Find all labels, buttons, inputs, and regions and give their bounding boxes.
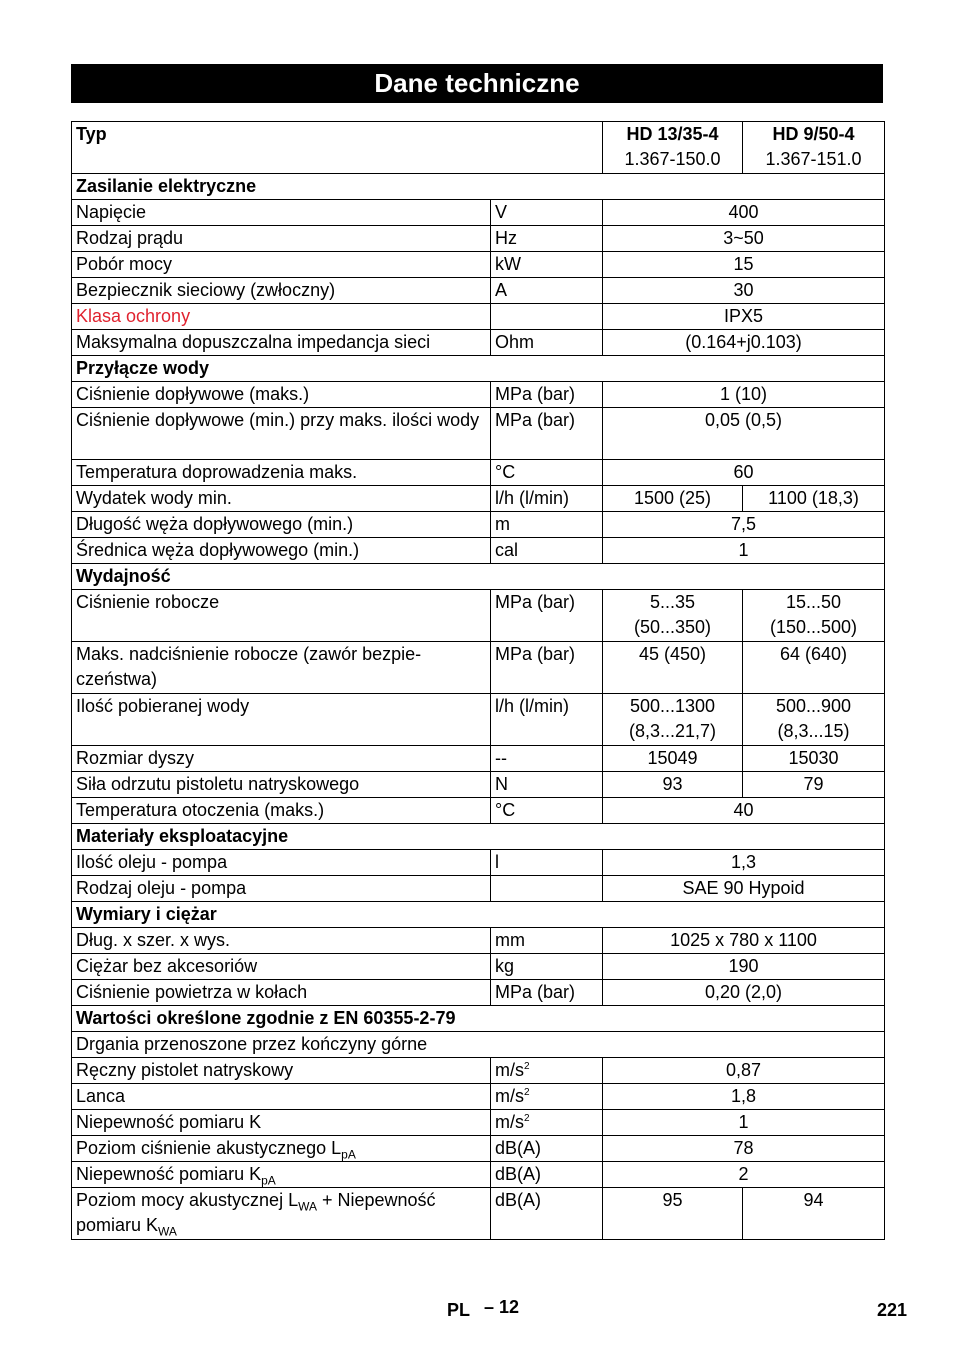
row-unit: MPa (bar) xyxy=(491,590,603,642)
table-row xyxy=(72,980,885,1006)
table-row xyxy=(72,1058,885,1084)
row-value-2: 64 (640) xyxy=(743,642,885,694)
row-value-2 xyxy=(743,694,885,746)
table-row xyxy=(72,1084,885,1110)
model-2-cell xyxy=(743,122,885,174)
value-line: (8,3...21,7) xyxy=(628,721,717,741)
table-row xyxy=(72,928,885,954)
row-label: Ciśnienie dopływowe (maks.) xyxy=(72,382,491,408)
row-label: Bezpiecznik sieciowy (zwłoczny) xyxy=(72,278,491,304)
row-value: 190 xyxy=(603,954,885,980)
row-value: 40 xyxy=(603,798,885,824)
row-value: 2 xyxy=(603,1162,885,1188)
row-unit: Ohm xyxy=(491,330,603,356)
row-value: 7,5 xyxy=(603,512,885,538)
row-label: Temperatura otoczenia (maks.) xyxy=(72,798,491,824)
row-value: 0,05 (0,5) xyxy=(603,408,885,460)
label-subscript: pA xyxy=(341,1147,356,1162)
row-unit: MPa (bar) xyxy=(491,642,603,694)
row-value: 60 xyxy=(603,460,885,486)
row-label: Lanca xyxy=(72,1084,491,1110)
table-row xyxy=(72,1032,885,1058)
row-label xyxy=(72,1136,491,1162)
value-line: (50...350) xyxy=(633,617,712,637)
row-label: Długość węża dopływowego (min.) xyxy=(72,512,491,538)
section-heading: Materiały eksploatacyjne xyxy=(72,824,885,850)
table-row xyxy=(72,1136,885,1162)
row-value-1: 1500 (25) xyxy=(603,486,743,512)
table-row xyxy=(72,1110,885,1136)
row-value-1 xyxy=(603,590,743,642)
row-unit xyxy=(491,1084,603,1110)
footer-section-number: – 12 xyxy=(484,1297,520,1317)
row-unit: dB(A) xyxy=(491,1136,603,1162)
unit-text: m/s xyxy=(495,1060,524,1080)
row-unit: MPa (bar) xyxy=(491,382,603,408)
table-row xyxy=(72,278,885,304)
row-value: 1 xyxy=(603,538,885,564)
row-label: Maksymalna dopuszczalna impedancja sieci xyxy=(72,330,491,356)
row-value: 400 xyxy=(603,200,885,226)
row-label: Drgania przenoszone przez kończyny górne xyxy=(72,1032,885,1058)
table-row xyxy=(72,850,885,876)
table-row xyxy=(72,798,885,824)
row-unit xyxy=(491,1110,603,1136)
label-text: + Niepewność xyxy=(316,1190,436,1210)
table-row xyxy=(72,408,885,460)
row-value-2 xyxy=(743,590,885,642)
unit-superscript: 2 xyxy=(524,1113,530,1124)
page-title: Dane techniczne xyxy=(71,64,883,103)
value-line: (8,3...15) xyxy=(777,721,850,741)
row-unit: l/h (l/min) xyxy=(491,486,603,512)
row-value: 3~50 xyxy=(603,226,885,252)
table-row xyxy=(72,330,885,356)
table-row xyxy=(72,876,885,902)
row-label: Klasa ochrony xyxy=(72,304,491,330)
row-unit: -- xyxy=(491,746,603,772)
row-value: 1 (10) xyxy=(603,382,885,408)
row-label: Rodzaj oleju - pompa xyxy=(72,876,491,902)
row-label: Ręczny pistolet natryskowy xyxy=(72,1058,491,1084)
row-unit: l/h (l/min) xyxy=(491,694,603,746)
row-unit: °C xyxy=(491,798,603,824)
value-line: 500...900 xyxy=(775,696,852,716)
table-row xyxy=(72,252,885,278)
row-label: Wydatek wody min. xyxy=(72,486,491,512)
table-row xyxy=(72,486,885,512)
row-value: 1025 x 780 x 1100 xyxy=(603,928,885,954)
row-unit: MPa (bar) xyxy=(491,408,603,460)
row-label: Ciśnienie powietrza w kołach xyxy=(72,980,491,1006)
row-label: Rozmiar dyszy xyxy=(72,746,491,772)
row-unit: V xyxy=(491,200,603,226)
row-label: Pobór mocy xyxy=(72,252,491,278)
row-unit: Hz xyxy=(491,226,603,252)
row-unit: °C xyxy=(491,460,603,486)
model-1-cell xyxy=(603,122,743,174)
row-value: 1 xyxy=(603,1110,885,1136)
value-line: 5...35 xyxy=(649,592,696,612)
table-row xyxy=(72,512,885,538)
table-row xyxy=(72,226,885,252)
row-value-1: 15049 xyxy=(603,746,743,772)
model-2-name: HD 9/50-4 xyxy=(772,124,855,144)
row-value-1: 45 (450) xyxy=(603,642,743,694)
type-label: Typ xyxy=(72,122,603,174)
row-value: SAE 90 Hypoid xyxy=(603,876,885,902)
table-row xyxy=(72,460,885,486)
page-number: 221 xyxy=(877,1300,908,1320)
label-line: Maks. nadciśnienie robocze (zawór bezpie- xyxy=(76,644,422,664)
row-unit xyxy=(491,1058,603,1084)
row-label: Napięcie xyxy=(72,200,491,226)
row-label: Ilość oleju - pompa xyxy=(72,850,491,876)
row-unit: MPa (bar) xyxy=(491,980,603,1006)
row-unit: cal xyxy=(491,538,603,564)
row-value-2: 1100 (18,3) xyxy=(743,486,885,512)
table-header-row xyxy=(72,122,885,174)
row-label: Ciężar bez akcesoriów xyxy=(72,954,491,980)
row-label xyxy=(72,642,491,694)
unit-text: m/s xyxy=(495,1086,524,1106)
label-subscript: WA xyxy=(158,1224,177,1239)
table-row xyxy=(72,200,885,226)
value-line: 500...1300 xyxy=(629,696,716,716)
label-text: pomiaru K xyxy=(76,1215,159,1235)
row-unit: kW xyxy=(491,252,603,278)
row-unit xyxy=(491,876,603,902)
section-heading: Wymiary i ciężar xyxy=(72,902,885,928)
table-row xyxy=(72,304,885,330)
row-label: Ilość pobieranej wody xyxy=(72,694,491,746)
label-subscript: pA xyxy=(261,1173,276,1188)
section-heading: Zasilanie elektryczne xyxy=(72,174,885,200)
row-unit xyxy=(491,304,603,330)
row-value: 0,20 (2,0) xyxy=(603,980,885,1006)
technical-data-table xyxy=(71,121,885,1240)
table-row xyxy=(72,694,885,746)
label-text: Poziom ciśnienie akustycznego L xyxy=(76,1138,342,1158)
row-label: Ciśnienie dopływowe (min.) przy maks. ilości wody xyxy=(72,408,491,460)
section-heading: Przyłącze wody xyxy=(72,356,885,382)
row-value-2: 79 xyxy=(743,772,885,798)
row-label xyxy=(72,1188,491,1240)
row-unit: kg xyxy=(491,954,603,980)
row-unit: mm xyxy=(491,928,603,954)
label-line: czeństwa) xyxy=(76,669,158,689)
row-label: Średnica węża dopływowego (min.) xyxy=(72,538,491,564)
row-unit: N xyxy=(491,772,603,798)
value-line: 15...50 xyxy=(785,592,842,612)
label-text: Niepewność pomiaru K xyxy=(76,1164,262,1184)
row-unit: l xyxy=(491,850,603,876)
row-value: IPX5 xyxy=(603,304,885,330)
row-value: 1,8 xyxy=(603,1084,885,1110)
row-unit: dB(A) xyxy=(491,1162,603,1188)
row-label: Temperatura doprowadzenia maks. xyxy=(72,460,491,486)
table-row xyxy=(72,772,885,798)
section-heading: Wartości określone zgodnie z EN 60355-2-79 xyxy=(72,1006,885,1032)
model-1-order: 1.367-150.0 xyxy=(624,149,721,169)
row-label xyxy=(72,1162,491,1188)
section-heading: Wydajność xyxy=(72,564,885,590)
row-value: 0,87 xyxy=(603,1058,885,1084)
unit-superscript: 2 xyxy=(524,1061,530,1072)
row-value: 78 xyxy=(603,1136,885,1162)
table-row xyxy=(72,382,885,408)
row-unit: dB(A) xyxy=(491,1188,603,1240)
table-row xyxy=(72,590,885,642)
row-value-2: 94 xyxy=(743,1188,885,1240)
unit-superscript: 2 xyxy=(524,1087,530,1098)
model-1-name: HD 13/35-4 xyxy=(626,124,719,144)
row-value-1: 93 xyxy=(603,772,743,798)
row-label: Ciśnienie robocze xyxy=(72,590,491,642)
row-label: Niepewność pomiaru K xyxy=(72,1110,491,1136)
footer-language: PL xyxy=(447,1300,471,1320)
row-value: (0.164+j0.103) xyxy=(603,330,885,356)
row-label: Dług. x szer. x wys. xyxy=(72,928,491,954)
row-value: 15 xyxy=(603,252,885,278)
row-value: 30 xyxy=(603,278,885,304)
label-subscript: WA xyxy=(298,1199,317,1214)
value-line: (150...500) xyxy=(769,617,858,637)
table-row xyxy=(72,538,885,564)
row-unit: m xyxy=(491,512,603,538)
table-row xyxy=(72,954,885,980)
row-unit: A xyxy=(491,278,603,304)
row-value-1 xyxy=(603,694,743,746)
table-row xyxy=(72,1188,885,1240)
table-row xyxy=(72,1162,885,1188)
row-value-2: 15030 xyxy=(743,746,885,772)
table-row xyxy=(72,642,885,694)
unit-text: m/s xyxy=(495,1112,524,1132)
row-value: 1,3 xyxy=(603,850,885,876)
row-value-1: 95 xyxy=(603,1188,743,1240)
row-label: Rodzaj prądu xyxy=(72,226,491,252)
model-2-order: 1.367-151.0 xyxy=(765,149,862,169)
row-label: Siła odrzutu pistoletu natryskowego xyxy=(72,772,491,798)
label-text: Poziom mocy akustycznej L xyxy=(76,1190,299,1210)
table-row xyxy=(72,746,885,772)
